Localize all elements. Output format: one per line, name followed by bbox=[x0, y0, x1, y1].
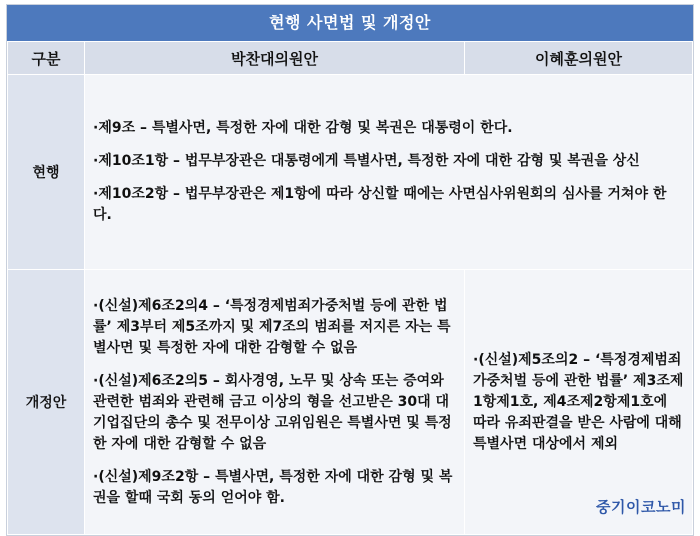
header-park: 박찬대의원안 bbox=[85, 42, 465, 75]
park-amendment-cell bbox=[85, 270, 465, 535]
current-item: ·제10조1항 – 법무부장관은 대통령에게 특별사면, 특정한 자에 대한 감형 및 복권을 상신 bbox=[93, 153, 640, 169]
header-lee: 이혜훈의원안 bbox=[465, 42, 693, 75]
header-row bbox=[8, 42, 693, 75]
comparison-table bbox=[7, 41, 693, 535]
comparison-table-container bbox=[6, 4, 694, 536]
park-item: ·(신설)제6조2의4 – ‘특정경제범죄가중처벌 등에 관한 법률’ 제3부터 제5조까지 및 제7조의 범죄를 저지른 자는 특별사면 및 특정한 자에 대한 감형할 수 없음 bbox=[93, 297, 451, 356]
table-row-amendment bbox=[8, 270, 693, 535]
current-item: ·제10조2항 – 법무부장관은 제1항에 따라 상신할 때에는 사면심사위원회의 심사를 거쳐야 한다. bbox=[93, 186, 667, 223]
park-item: ·(신설)제6조2의5 – 회사경영, 노무 및 상속 또는 증여와 관련한 범죄와 관련해 금고 이상의 형을 선고받은 30대 대기업집단의 총수 및 전무이상 고위임원은 특별사면 및 특정한 자에 대한 감형할 수 없음 bbox=[93, 372, 452, 452]
table-row-current bbox=[8, 75, 693, 270]
park-item: ·(신설)제9조2항 – 특별사면, 특정한 자에 대한 감형 및 복권을 할때 국회 동의 얻어야 함. bbox=[93, 468, 453, 506]
lee-item: ·(신설)제5조의2 – ‘특정경제범죄가중처벌 등에 관한 법률’ 제3조제1항제1호, 제4조제2항제1호에 따라 유죄판결을 받은 사람에 대해 특별사면 대상에서 제외 bbox=[473, 351, 684, 452]
current-law-cell bbox=[85, 75, 693, 270]
header-category: 구분 bbox=[8, 42, 85, 75]
lee-amendment-cell bbox=[465, 270, 693, 535]
table-title: 현행 사면법 및 개정안 bbox=[7, 5, 693, 41]
row-label-current: 현행 bbox=[8, 75, 85, 270]
row-label-amendment: 개정안 bbox=[8, 270, 85, 535]
current-item: ·제9조 – 특별사면, 특정한 자에 대한 감형 및 복권은 대통령이 한다. bbox=[93, 120, 513, 136]
watermark-logo: 중기이코노미 bbox=[596, 498, 686, 516]
